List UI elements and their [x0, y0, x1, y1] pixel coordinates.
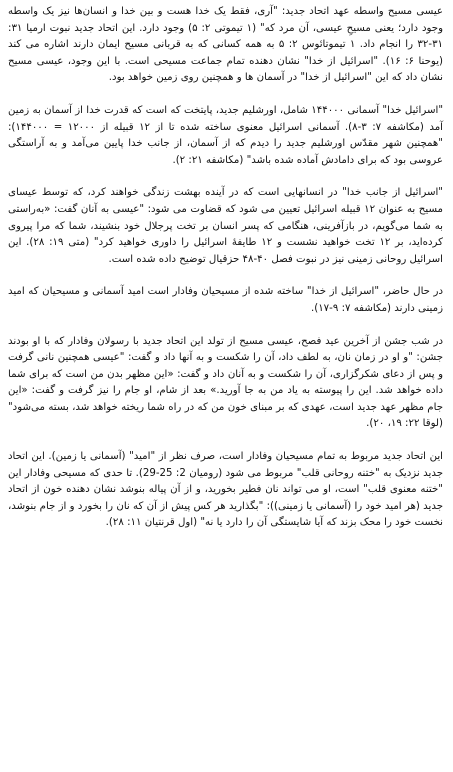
paragraph-heavenly-israel: "اسرائیل خدا" آسمانی ۱۴۴۰۰۰ شامل، اورشلیم جدید، پایتخت که است که قدرت خدا از آسمان به زمین آمد (مکاشفه ۷: ۳-۸). آسمانی اسرائیل معنوی ساخته شده تا از ۱۲ قبیله از ۱۲۰۰۰ = ۱۴۴۰۰۰): "همچنین شهر مقدّس اورشلیم جدید را دیدم که از آسمان، از جانب خدا پایین می‌آمد و به آراستگی عروسی بود که برای دامادش آماده شده باشد" (مکاشفه ۲۱: ۲).: [8, 104, 444, 166]
paragraph-new-covenant-mediator: عیسی مسیح واسطه عهد اتحاد جدید: "آری، فقط یک خدا هست و بین خدا و انسان‌ها نیز یک واسطه وجود دارد؛ یعنی مسیحِ عیسی، آن مرد که" (۱ تیموتی ۲: ۵) وجود دارد. این اتحاد جدید نبوت ارمیا ۳۱: ۳۱-۳۲ را انجام داد. ۱ تیموتائوس ۲: ۵ به همه کسانی که به قربانی مسیح ایمان دارند اشاره می کند (یوحنا ۶: ۱۶). "اسرائیل از خدا" نشان دهنده تمام جماعت مسیحی است. با این وجود، عیسی مسیح نشان داد که این "اسرائیل از خدا" در آسمان ها و همچنین روی زمین خواهد بود.: [8, 6, 444, 84]
paragraph-circumcision-of-heart: این اتحاد جدید مربوط به تمام مسیحیان وفادار است، صرف نظر از "امید" (آسمانی یا زمین). این اتحاد جدید نزدیک به "ختنه روحانی قلب" مربوط می شود (رومیان 2: 25-29). تا حدی که مسیحی وفادار این "ختنه معنوی قلب" است، او می تواند نان فطیر بخورید، و از آن پیاله بنوشد نشان دهنده خون از اتحاد جدید (هر امید خود را (آسمانی یا زمینی)): "بگذارید هر کس پیش از آن که نان را بخورد و از جام بنوشد، نخست خود را محک بزند که آیا شایستگی آن را دارد یا نه" (اول قرنتیان ۱۱: ۲۸).: [8, 451, 444, 529]
paragraph-present-israel: در حال حاضر، "اسرائیل از خدا" ساخته شده از مسیحیان وفادار است امید آسمانی و مسیحیان که امید زمینی دارند (مکاشفه ۷: ۹-۱۷).: [8, 286, 443, 314]
paragraph-earthly-israel: "اسرائیل از جانب خدا" در انسانهایی است که در آینده بهشت زندگی خواهند کرد، که توسط عیسای مسیح به عنوان ۱۲ قبیله اسرائیل تعیین می شود که قضاوت می شود: "عیسی به آنان گفت: «به‌راستی به شما می‌گویم، در بازآفرینی، هنگامی که پسر انسان بر تخت پرجلال خود بنشیند، شما که مرا پیروی کرده‌اید، بر ۱۲ تخت خواهید نشست و ۱۲ طایفهٔ اسرائیل را داوری خواهید کرد" (متی ۱۹: ۲۸). این اسرائیل روحانی زمینی نیز در نبوت فصل ۴۰-۴۸ حزقیال توضیح داده شده است.: [8, 187, 443, 265]
paragraph-last-passover: در شب جشن از آخرین عید فصح، عیسی مسیح از تولد این اتحاد جدید با رسولان وفادار که با او بودند جشن: "و او در زمان نان، به لطف داد، آن را شکست و به آنها داد و گفت: "عیسی همچنین نانی گرفت و پس از دعای شکرگزاری، آن را شکست و به آنان داد و گفت: «این مظهر بدن من است که برای شما داده خواهد شد. این را پیوسته به یاد من به جا آورید.» بعد از شام، او جام را نیز گرفت و گفت: «این جام مظهر عهد جدید است، عهدی که بر مبنای خون من که در راه شما ریخته خواهد شد، بسته می‌شود" (لوقا ۲۲: ۱۹، ۲۰).: [8, 335, 443, 430]
